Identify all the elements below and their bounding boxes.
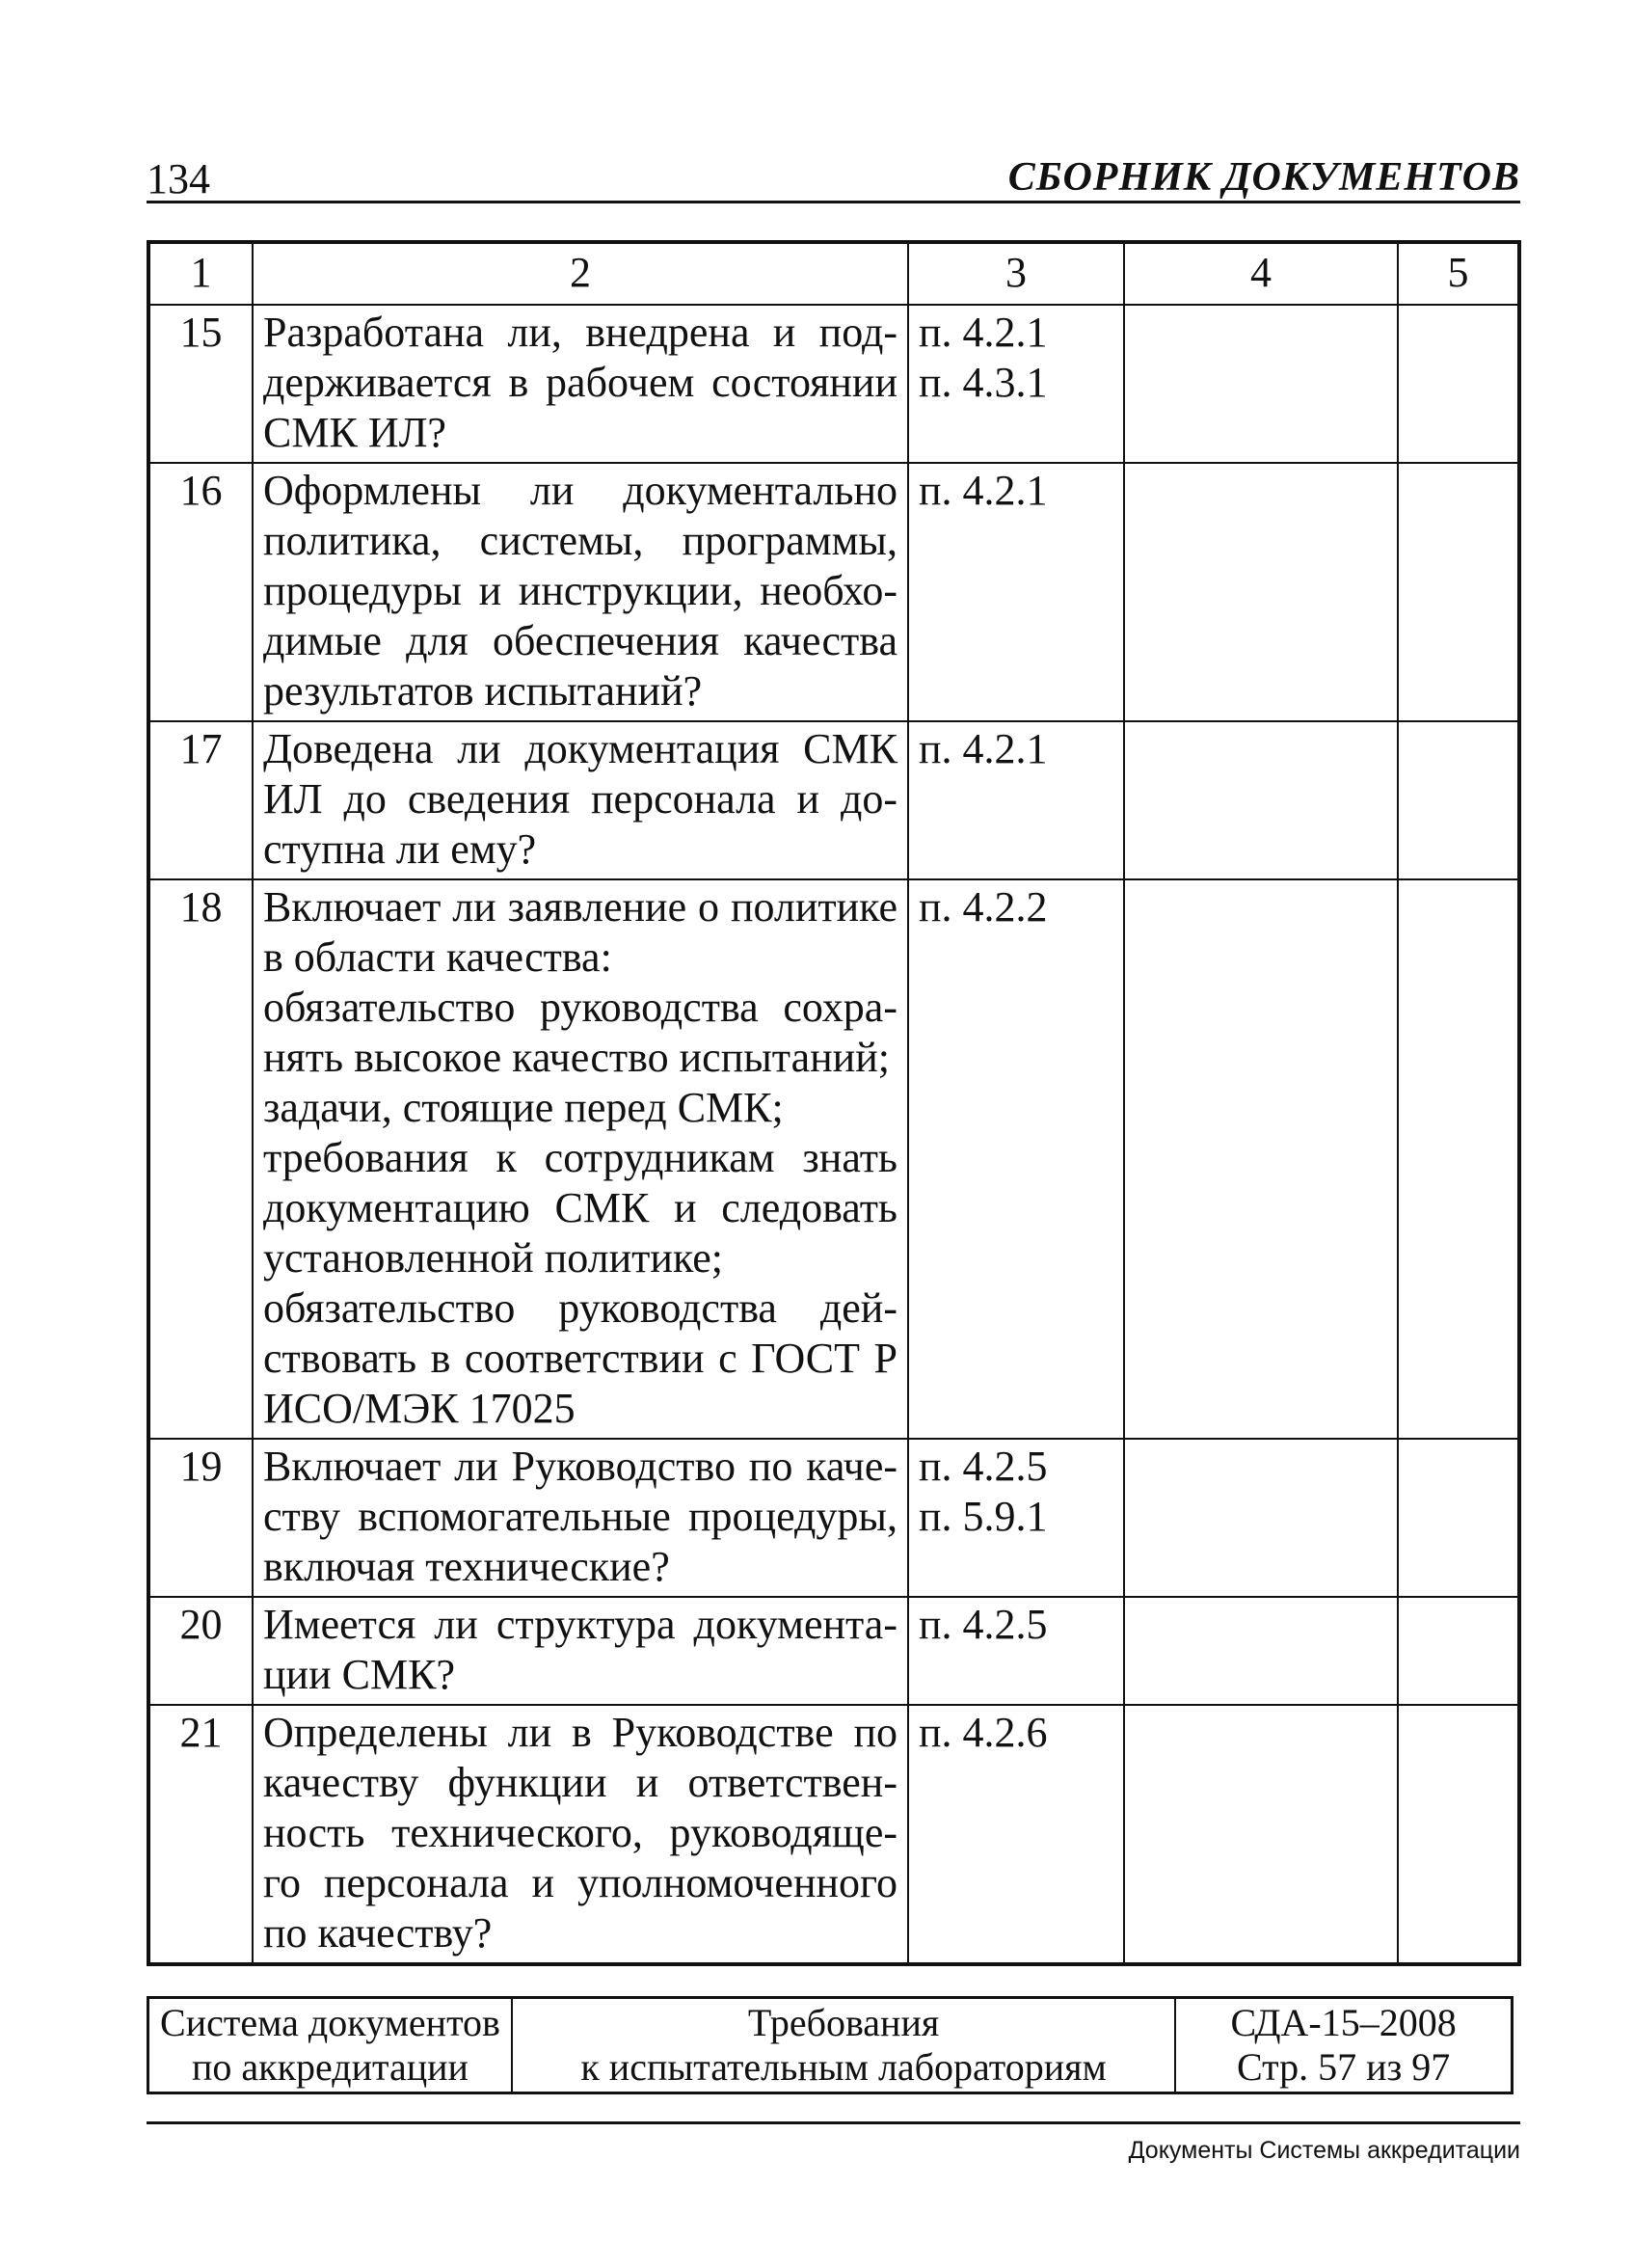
- footer-document-code: [1175, 1998, 1512, 2093]
- standard-reference: п. 4.2.5 п. 5.9.1: [908, 1439, 1124, 1597]
- header-rule: [147, 201, 1520, 203]
- standard-reference: п. 4.2.6: [908, 1705, 1124, 1964]
- row-number: 19: [148, 1439, 253, 1597]
- row-number: 15: [148, 305, 253, 463]
- table-row: [148, 879, 1519, 1439]
- footer-system-name-line2: по аккредитации: [192, 2045, 469, 2089]
- row-number: 21: [148, 1705, 253, 1964]
- row-number: 16: [148, 463, 253, 721]
- row-number: 20: [148, 1597, 253, 1705]
- notes-cell: [1398, 305, 1519, 463]
- footer-page-counter: Стр. 57 из 97: [1236, 2045, 1451, 2089]
- column-number: 5: [1398, 242, 1519, 305]
- column-number: 1: [148, 242, 253, 305]
- requirement-question: Определены ли в Руководстве по качеству функции и ответствен-ность технического, руководяще-го персонала и уполномоченного по качеству?: [253, 1705, 908, 1964]
- footer-document-code-line1: СДА-15–2008: [1230, 2001, 1457, 2044]
- column-number: 4: [1124, 242, 1398, 305]
- assessment-cell: [1124, 879, 1398, 1439]
- column-number: 3: [908, 242, 1124, 305]
- standard-reference: п. 4.2.5: [908, 1597, 1124, 1705]
- table-row: [148, 305, 1519, 463]
- notes-cell: [1398, 879, 1519, 1439]
- footer-system-name-line1: Система документов: [160, 2001, 500, 2044]
- notes-cell: [1398, 1597, 1519, 1705]
- assessment-cell: [1124, 1705, 1398, 1964]
- publisher-line: Документы Системы аккредитации: [1128, 2137, 1520, 2164]
- table-row: [148, 463, 1519, 721]
- table-row: [148, 1439, 1519, 1597]
- notes-cell: [1398, 721, 1519, 879]
- requirement-question: Оформлены ли документально политика, системы, программы, процедуры и инструкции, необхо-димые для обеспечения качества результатов испытаний?: [253, 463, 908, 721]
- standard-reference: п. 4.2.2: [908, 879, 1124, 1439]
- assessment-cell: [1124, 1597, 1398, 1705]
- running-title: СБОРНИК ДОКУМЕНТОВ: [1007, 155, 1520, 200]
- assessment-cell: [1124, 721, 1398, 879]
- standard-reference: п. 4.2.1: [908, 463, 1124, 721]
- standard-reference: п. 4.2.1 п. 4.3.1: [908, 305, 1124, 463]
- assessment-cell: [1124, 305, 1398, 463]
- checklist-table: [147, 240, 1521, 1966]
- page-number: 134: [147, 155, 210, 202]
- footer-document-title-line2: к испытательным лабораториям: [580, 2045, 1107, 2089]
- requirement-question: Включает ли Руководство по каче-ству вспомогательные процедуры, включая технические?: [253, 1439, 908, 1597]
- row-number: 17: [148, 721, 253, 879]
- footer-system-name: [148, 1998, 512, 2093]
- assessment-cell: [1124, 463, 1398, 721]
- column-number-row: [148, 242, 1519, 305]
- table-row: [148, 1705, 1519, 1964]
- column-number: 2: [253, 242, 908, 305]
- requirement-question: Включает ли заявление о политике в области качества: обязательство руководства сохра-нять высокое качество испытаний; задачи, стоящие перед СМК; требования к сотрудникам знать документацию СМК и следовать установленной политике; обязательство руководства дей-ствовать в соответствии с ГОСТ Р ИСО/МЭК 17025: [253, 879, 908, 1439]
- assessment-cell: [1124, 1439, 1398, 1597]
- table-row: [148, 1597, 1519, 1705]
- document-footer-box: [147, 1996, 1513, 2094]
- standard-reference: п. 4.2.1: [908, 721, 1124, 879]
- requirement-question: Доведена ли документация СМК ИЛ до сведения персонала и до-ступна ли ему?: [253, 721, 908, 879]
- row-number: 18: [148, 879, 253, 1439]
- footer-document-title-line1: Требования: [747, 2001, 940, 2044]
- requirement-question: Имеется ли структура документа-ции СМК?: [253, 1597, 908, 1705]
- footer-rule: [147, 2121, 1520, 2124]
- footer-document-title: [512, 1998, 1175, 2093]
- table-row: [148, 721, 1519, 879]
- notes-cell: [1398, 1705, 1519, 1964]
- notes-cell: [1398, 1439, 1519, 1597]
- notes-cell: [1398, 463, 1519, 721]
- requirement-question: Разработана ли, внедрена и под-держивается в рабочем состоянии СМК ИЛ?: [253, 305, 908, 463]
